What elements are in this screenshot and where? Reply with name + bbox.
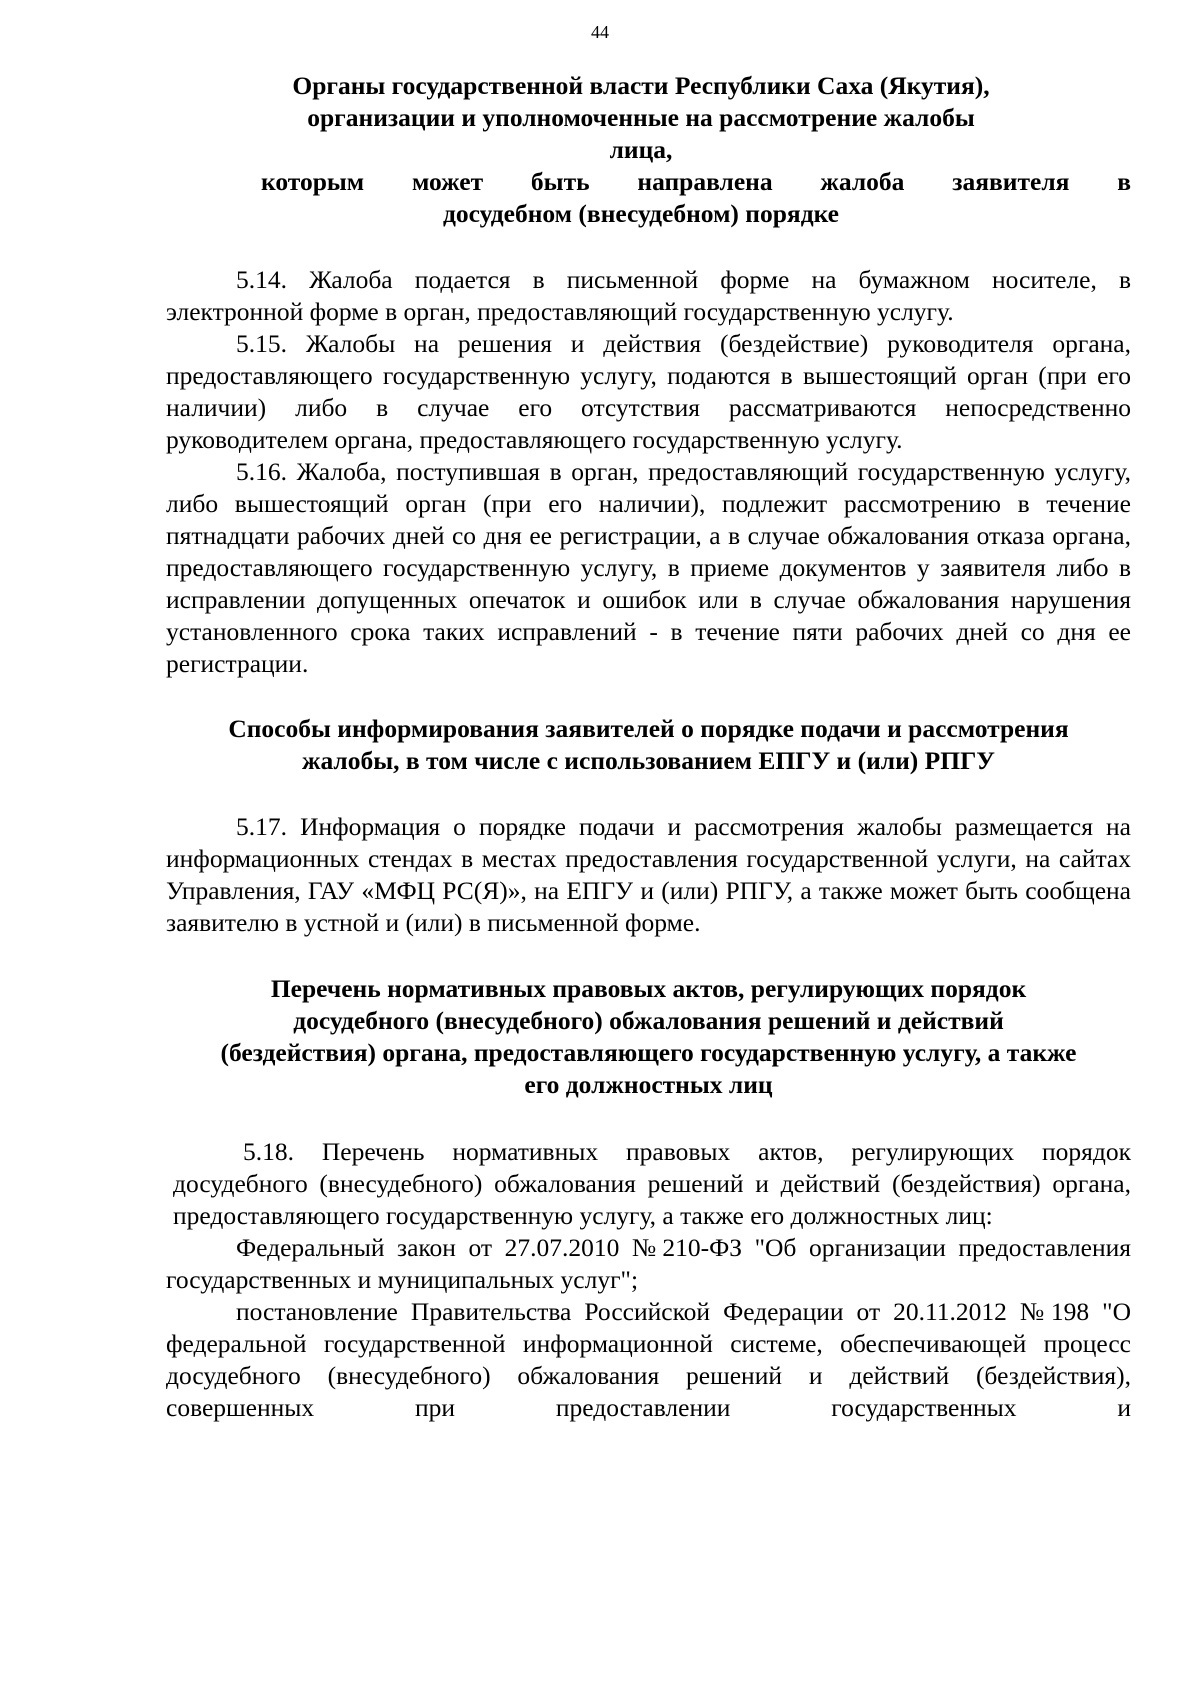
heading-line: досудебном (внесудебном) порядке [442, 199, 839, 228]
section-heading-legal-acts [166, 973, 1131, 1101]
paragraph-5-15: 5.15. Жалобы на решения и действия (бездействие) руководителя органа, предоставляющего государственную услугу, подаются в вышестоящий орган (при его наличии) либо в случае его отсутствия рассматриваются непосредственно руководителем органа, предоставляющего государственную услугу. [166, 329, 1131, 454]
section-heading-complaint-bodies [173, 70, 1131, 230]
legal-act-federal-law-210: Федеральный закон от 27.07.2010 №210-ФЗ "Об организации предоставления государственных и муниципальных услуг"; [166, 1233, 1131, 1294]
heading-line: Органы государственной власти Республики Саха (Якутия), [292, 71, 990, 100]
legal-act-government-decree-198: постановление Правительства Российской Федерации от 20.11.2012 №198 "О федеральной государственной информационной системе, обеспечивающей процесс досудебного (внесудебного) обжалования решений и действий (бездействия), совершенных при предоставлении государственных и [166, 1297, 1131, 1422]
page-number: 44 [591, 22, 609, 42]
paragraph-5-18: 5.18. Перечень нормативных правовых актов, регулирующих порядок досудебного (внесудебного) обжалования решений и действий (бездействия) органа, предоставляющего государственную услугу, а также его должностных лиц: [173, 1137, 1131, 1230]
heading-line: которым может быть направлена жалоба заявителя в [261, 167, 1131, 196]
heading-line: организации и уполномоченные на рассмотрение жалобы лица, [307, 103, 975, 164]
heading-line: его должностных лиц [524, 1070, 773, 1099]
heading-line: Способы информирования заявителей о порядке подачи и рассмотрения [228, 714, 1069, 743]
section-heading-informing-methods [166, 713, 1131, 777]
paragraph-5-14: 5.14. Жалоба подается в письменной форме на бумажном носителе, в электронной форме в орган, предоставляющий государственную услугу. [166, 265, 1131, 326]
heading-line: жалобы, в том числе с использованием ЕПГУ и (или) РПГУ [301, 746, 996, 775]
heading-line: (бездействия) органа, предоставляющего государственную услугу, а также [220, 1038, 1077, 1067]
paragraph-5-17: 5.17. Информация о порядке подачи и рассмотрения жалобы размещается на информационных стендах в местах предоставления государственной услуги, на сайтах Управления, ГАУ «МФЦ РС(Я)», на ЕПГУ и (или) РПГУ, а также может быть сообщена заявителю в устной и (или) в письменной форме. [166, 812, 1131, 937]
document-body [166, 70, 1131, 1424]
heading-line: досудебного (внесудебного) обжалования решений и действий [293, 1006, 1004, 1035]
paragraph-5-16: 5.16. Жалоба, поступившая в орган, предоставляющий государственную услугу, либо вышестоящий орган (при его наличии), подлежит рассмотрению в течение пятнадцати рабочих дней со дня ее регистрации, а в случае обжалования отказа органа, предоставляющего государственную услугу, в приеме документов у заявителя либо в исправлении допущенных опечаток и ошибок или в случае обжалования нарушения установленного срока таких исправлений - в течение пяти рабочих дней со дня ее регистрации. [166, 457, 1131, 678]
heading-line: Перечень нормативных правовых актов, регулирующих порядок [270, 974, 1027, 1003]
